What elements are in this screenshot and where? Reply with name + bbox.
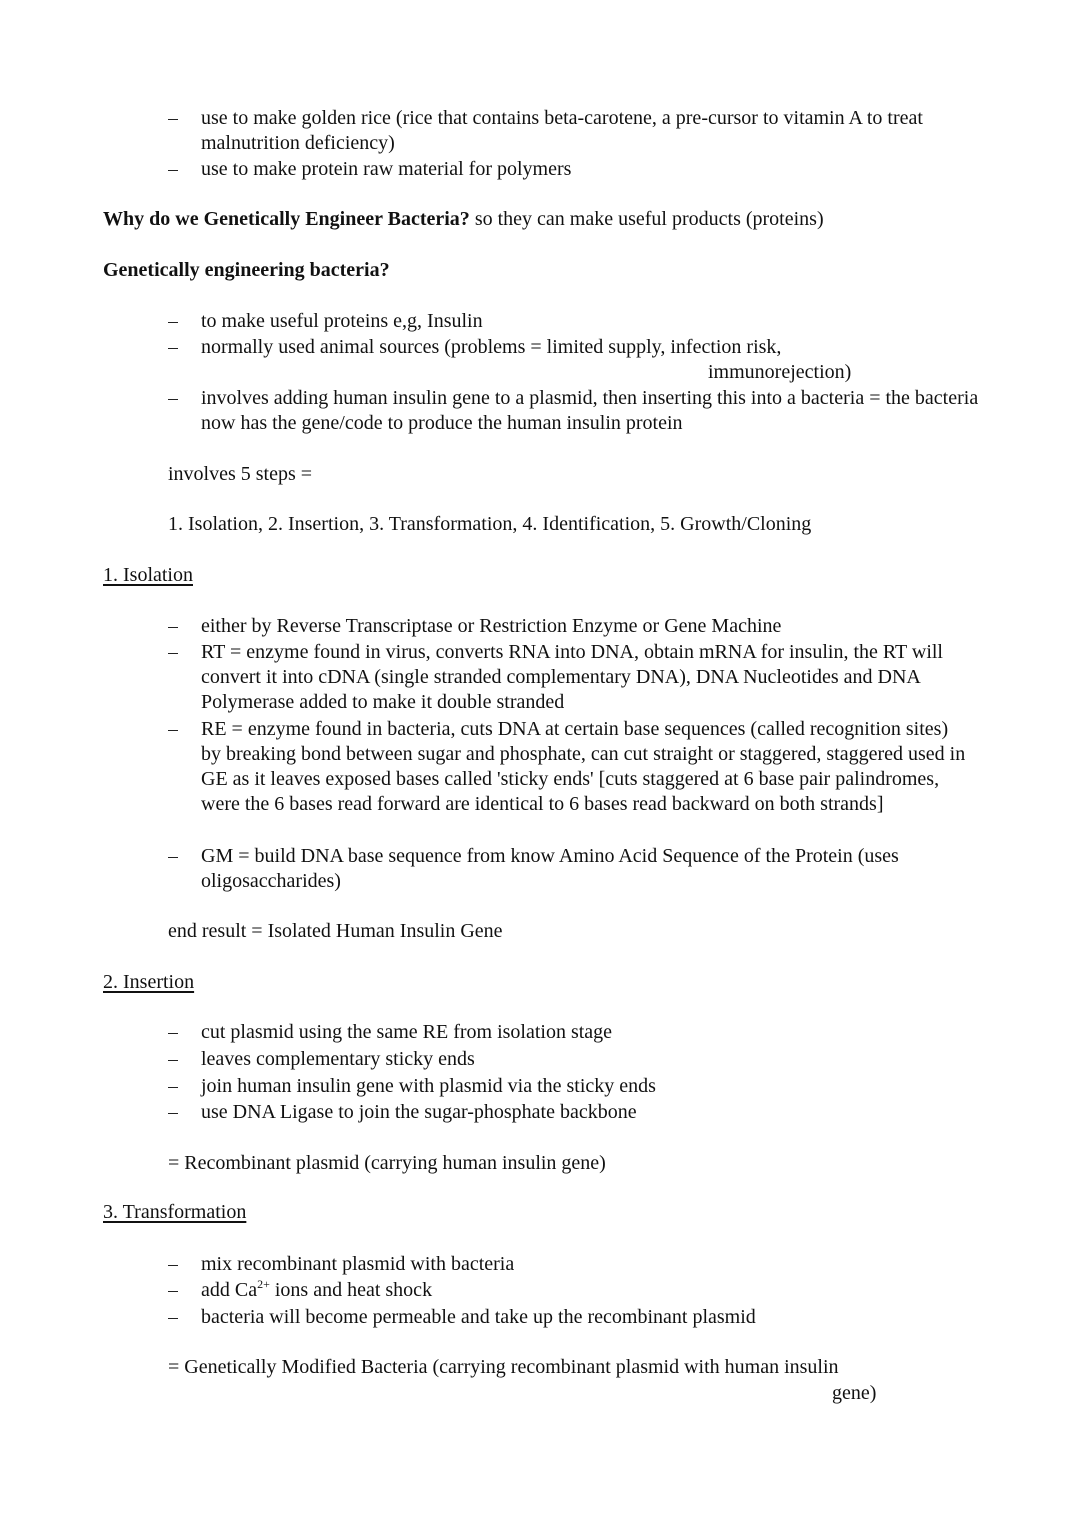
calcium-charge: 2+ (257, 1277, 270, 1291)
isolation-result: end result = Isolated Human Insulin Gene (168, 920, 503, 942)
transformation-bullet-calcium (201, 1278, 991, 1303)
isolation-bullet-rt: RT = enzyme found in virus, converts RNA into DNA, obtain mRNA for insulin, the RT will convert it into cDNA (single stranded complementary DNA), DNA Nucleotides and DNA Polymerase added to make it double stranded (201, 641, 943, 713)
insertion-heading: 2. Insertion (103, 971, 195, 993)
isolation-heading: 1. Isolation (103, 564, 193, 586)
insertion-bullet-join: join human insulin gene with plasmid via the sticky ends (201, 1075, 656, 1097)
ge-bullet-animal-sources: normally used animal sources (problems = limited supply, infection risk, (201, 336, 782, 358)
why-question: Why do we Genetically Engineer Bacteria? (103, 208, 470, 230)
transformation-bullet-permeable: bacteria will become permeable and take up the recombinant plasmid (201, 1306, 756, 1328)
isolation-bullet-re: RE = enzyme found in bacteria, cuts DNA at certain base sequences (called recognition sites) by breaking bond between sugar and phosphate, can cut straight or staggered, staggered used in GE as it leaves exposed bases called 'sticky ends' [cuts staggered at 6 base pair palindromes, were the 6 bases read forward are identical to 6 bases read backward on both strands] (201, 718, 966, 815)
calcium-text-rest: ions and heat shock (269, 1279, 433, 1301)
isolation-bullet-gm: GM = build DNA base sequence from know Amino Acid Sequence of the Protein (uses oligosaccharides) (201, 845, 899, 892)
why-line (103, 207, 1003, 232)
why-answer: so they can make useful products (proteins) (469, 208, 824, 230)
transformation-heading: 3. Transformation (103, 1201, 247, 1223)
isolation-bullet-methods: either by Reverse Transcriptase or Restriction Enzyme or Gene Machine (201, 615, 782, 637)
ge-bullet-insulin: to make useful proteins e,g, Insulin (201, 310, 483, 332)
intro-bullet-golden-rice: use to make golden rice (rice that contains beta-carotene, a pre-cursor to vitamin A to treat malnutrition deficiency) (201, 107, 923, 154)
transformation-result: = Genetically Modified Bacteria (carrying recombinant plasmid with human insulin (168, 1356, 839, 1378)
insertion-result: = Recombinant plasmid (carrying human insulin gene) (168, 1152, 606, 1174)
ge-heading: Genetically engineering bacteria? (103, 259, 390, 281)
insertion-bullet-cut: cut plasmid using the same RE from isolation stage (201, 1021, 613, 1043)
insertion-bullet-ligase: use DNA Ligase to join the sugar-phosphate backbone (201, 1101, 637, 1123)
steps-list: 1. Isolation, 2. Insertion, 3. Transformation, 4. Identification, 5. Growth/Cloning (168, 513, 812, 535)
intro-bullet-polymers: use to make protein raw material for polymers (201, 158, 572, 180)
calcium-text: add Ca (201, 1279, 258, 1301)
steps-intro: involves 5 steps = (168, 463, 313, 485)
ge-bullet-animal-sources-cont: immunorejection) (708, 361, 852, 383)
insertion-bullet-sticky: leaves complementary sticky ends (201, 1048, 475, 1070)
ge-bullet-plasmid: involves adding human insulin gene to a plasmid, then inserting this into a bacteria = the bacteria now has the gene/code to produce the human insulin protein (201, 387, 979, 434)
transformation-result-cont: gene) (832, 1382, 877, 1404)
transformation-bullet-mix: mix recombinant plasmid with bacteria (201, 1253, 515, 1275)
